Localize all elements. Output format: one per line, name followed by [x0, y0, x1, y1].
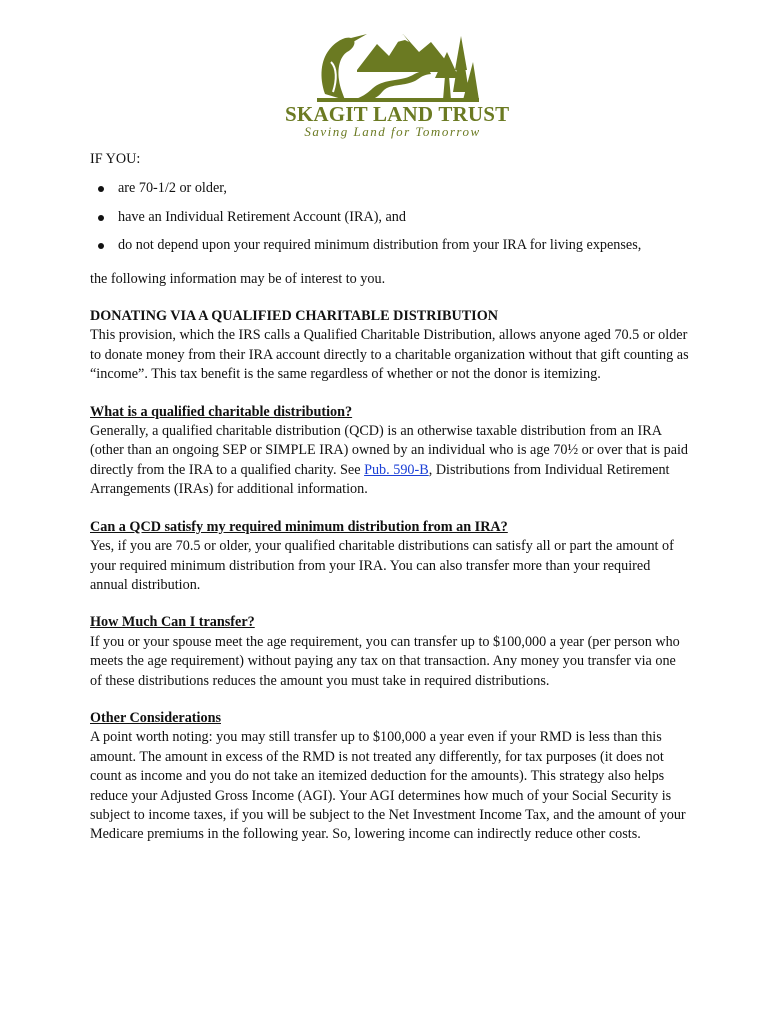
bullet-text: have an Individual Retirement Account (IRA), and — [118, 208, 406, 225]
list-item — [90, 179, 690, 198]
intro-followup: the following information may be of interest to you. — [90, 270, 386, 287]
section-question: What is a qualified charitable distribution? — [90, 403, 353, 420]
logo-name: SKAGIT LAND TRUST — [285, 102, 510, 126]
body-text-before-link: (other than an ongoing SEP or SIMPLE IRA) owned by an individual who is age 70½ or over that is paid directly from the IRA to a qualified charity. See — [90, 442, 689, 478]
section-title: DONATING VIA A QUALIFIED CHARITABLE DISTRIBUTION — [90, 308, 498, 325]
section-what-is-qcd — [90, 403, 690, 500]
section-question: Other Considerations — [90, 709, 221, 726]
section-question: How Much Can I transfer? — [90, 614, 255, 631]
heron-landscape-icon — [307, 22, 479, 104]
section-body: Yes, if you are 70.5 or older, your qualified charitable distributions can satisfy all or part the amount of your required minimum distribution from your IRA. You can also transfer more than your required annual distribution. — [90, 538, 674, 593]
list-item — [90, 236, 690, 255]
section-donating — [90, 307, 690, 385]
section-how-much — [90, 613, 690, 691]
bullet-icon — [98, 186, 104, 192]
section-body: A point worth noting: you may still transfer up to $100,000 a year even if your RMD is less than this amount. The amount in excess of the RMD is not treated any differently, for tax purposes (it does not count as income and you do not take an itemized deduction for the amounts). This strategy also helps reduce your Adjusted Gross Income (AGI). Your AGI determines how much of your Social Security is subject to income taxes, if you will be subject to the Net Investment Income Tax, and the amount of your Medicare premiums in the following year. So, lowering income can indirectly reduce other costs. — [90, 729, 686, 843]
pub-590-b-link[interactable]: Pub. 590-B — [364, 461, 429, 478]
bullet-icon — [98, 243, 104, 249]
bullet-text: are 70-1/2 or older, — [118, 180, 227, 197]
section-body: This provision, which the IRS calls a Qualified Charitable Distribution, allows anyone aged 70.5 or older to donate money from their IRA account directly to a charitable organization without that gift counting as “income”. This tax benefit is the same regardless of whether or not the donor is itemizing. — [90, 327, 689, 383]
body-text-after-link: , Distributions from Individual Retirement Arrangements (IRAs) for additional information. — [90, 461, 670, 498]
section-body-line1: Generally, a qualified charitable distribution (QCD) is an otherwise taxable distribution from an IRA — [90, 423, 662, 440]
section-body-line2 — [90, 441, 690, 499]
logo-tagline: Saving Land for Tomorrow — [304, 124, 481, 139]
section-question: Can a QCD satisfy my required minimum distribution from an IRA? — [90, 518, 508, 535]
bullet-text: do not depend upon your required minimum distribution from your IRA for living expenses, — [118, 237, 642, 254]
section-body: If you or your spouse meet the age requirement, you can transfer up to $100,000 a year (per person who meets the age requirement) without paying any tax on that transaction. Any money you transfer via one of these distributions reduces the amount you must take in required distributions. — [90, 633, 680, 689]
skagit-land-trust-logo — [285, 22, 510, 139]
list-item — [90, 208, 690, 227]
intro-bullet-list — [90, 179, 690, 255]
document-body — [90, 150, 690, 863]
intro-heading: IF YOU: — [90, 151, 141, 167]
bullet-icon — [98, 215, 104, 221]
section-other-considerations — [90, 709, 690, 845]
section-qcd-rmd — [90, 518, 690, 596]
